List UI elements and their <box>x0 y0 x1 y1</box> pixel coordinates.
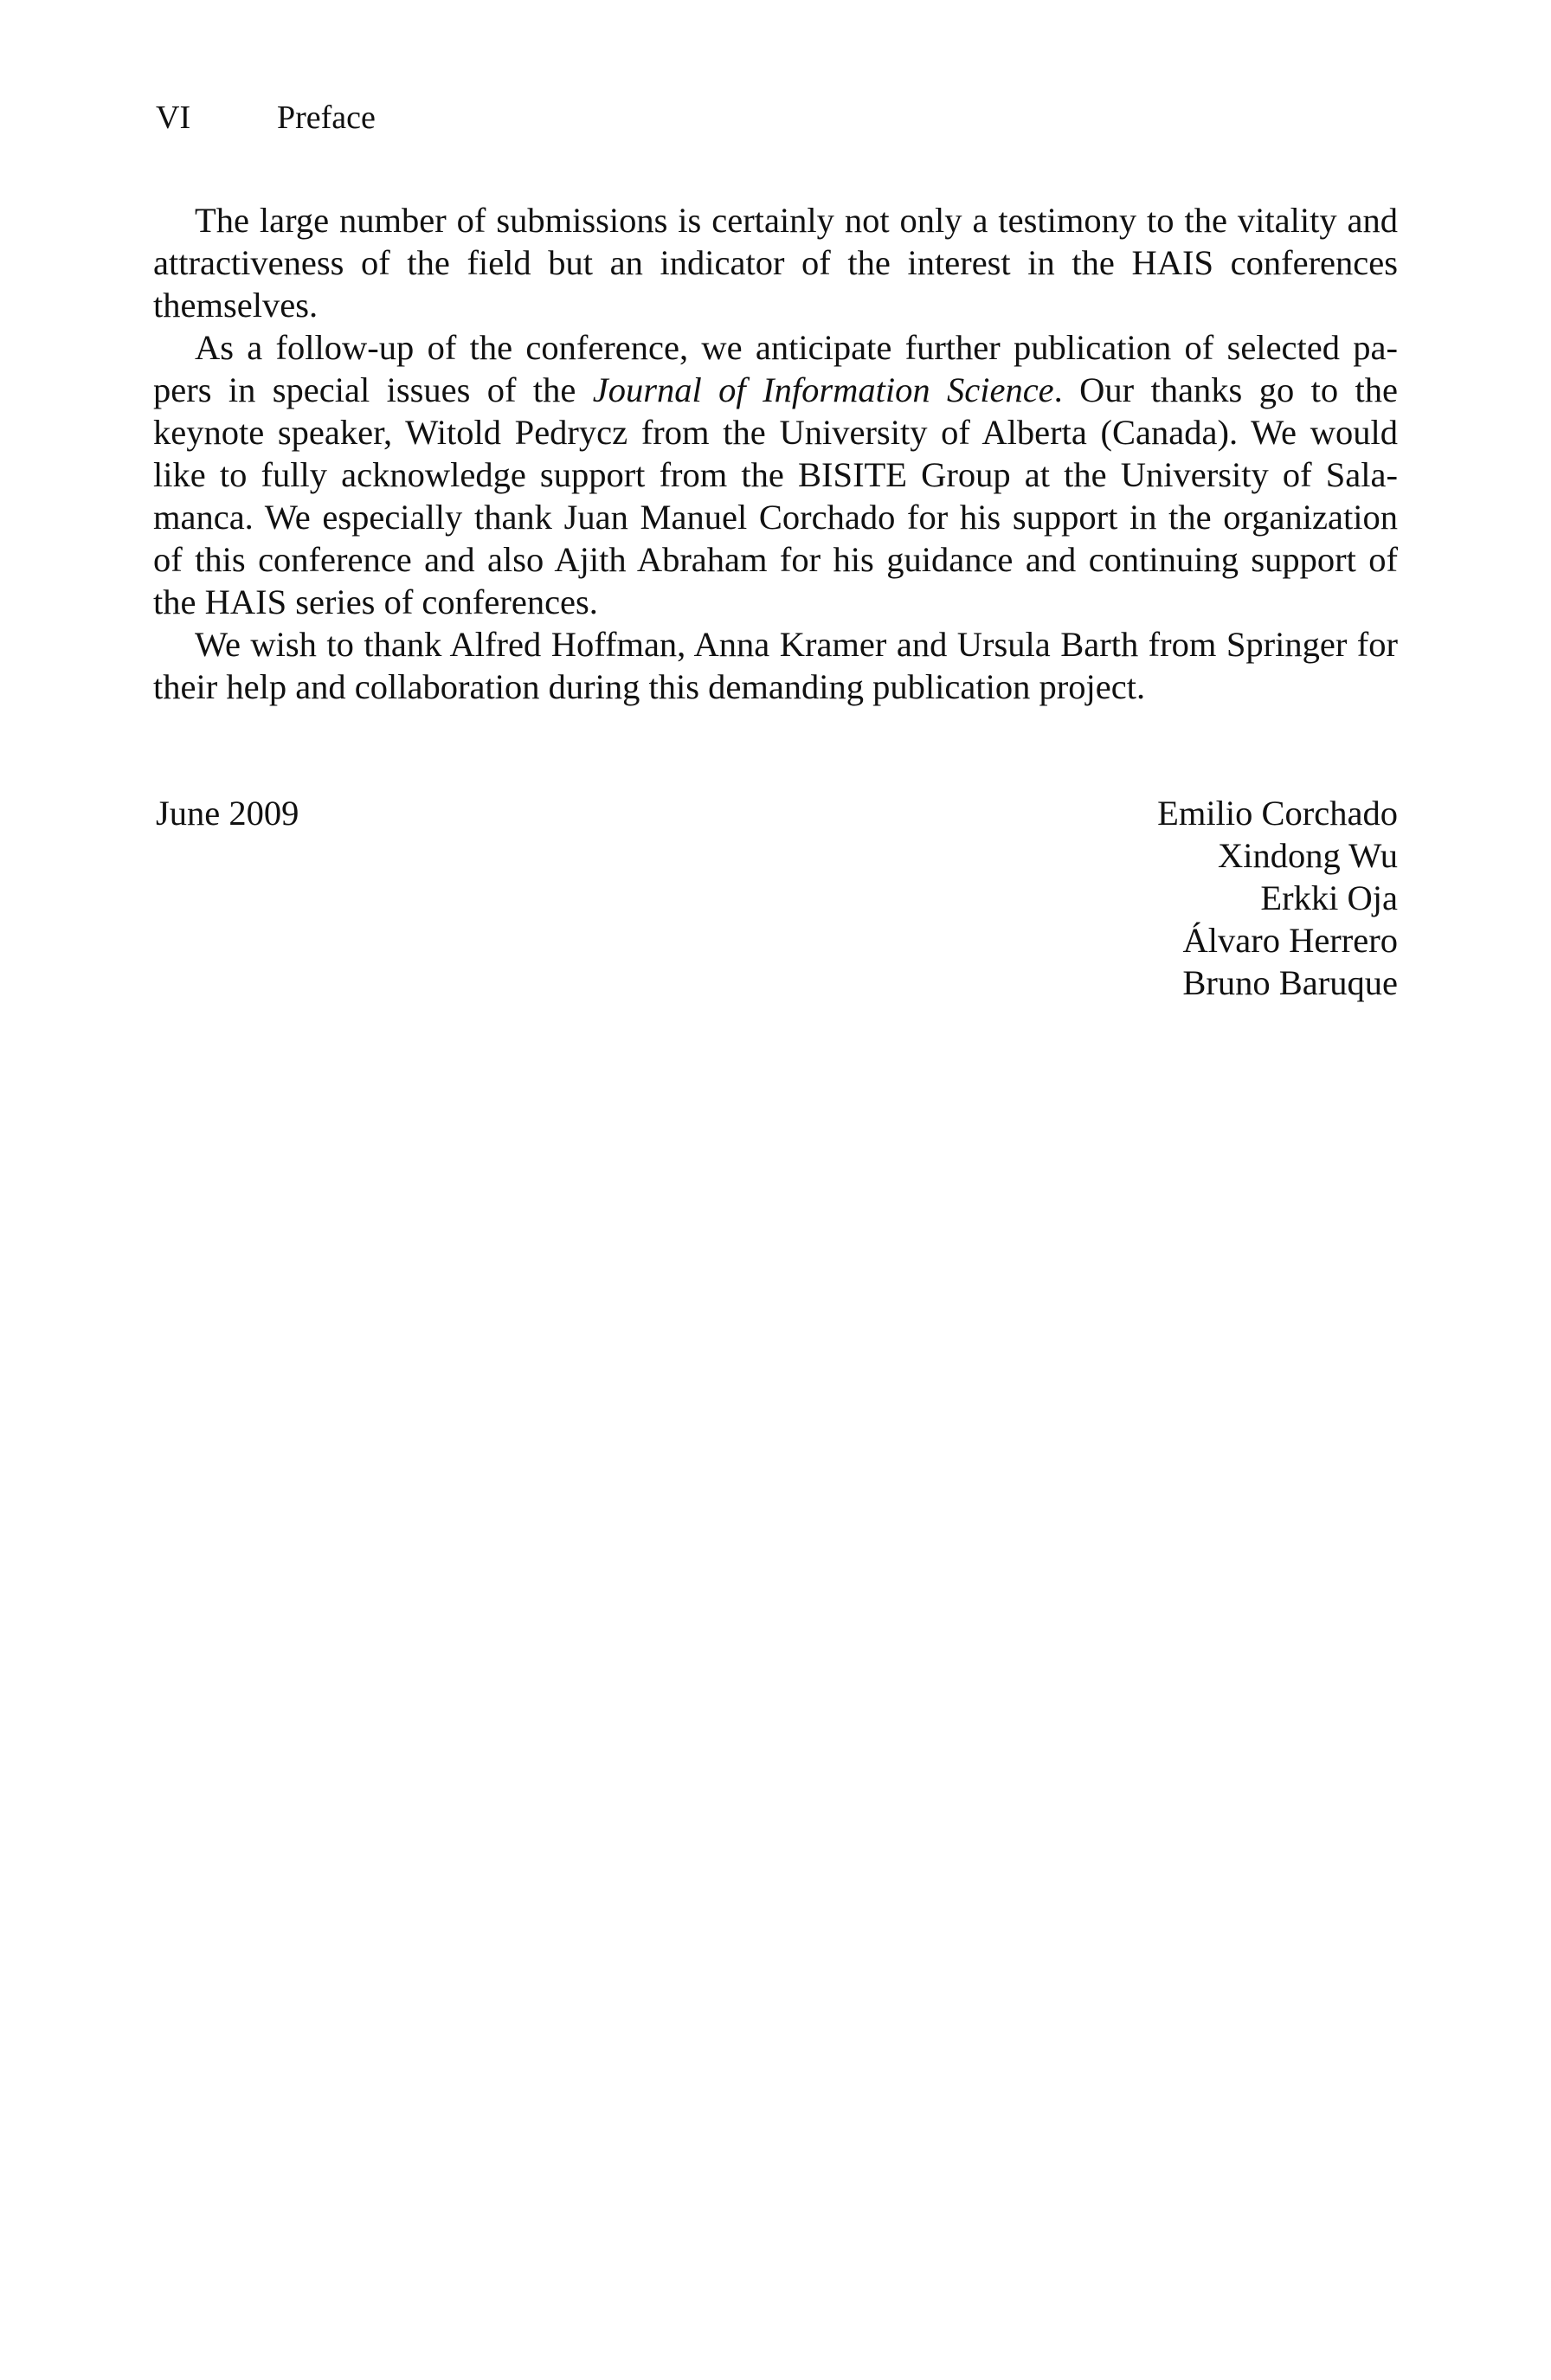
paragraph-thanks: We wish to thank Alfred Hoffman, Anna Kramer and Ursula Barth from Springer for their help and collaboration during this demanding publication project. <box>153 625 1398 706</box>
editor-name: Bruno Baruque <box>1182 963 1398 1002</box>
signature-date: June 2009 <box>156 794 299 833</box>
editor-name: Álvaro Herrero <box>1182 921 1398 960</box>
paragraph-follow-up <box>153 326 1398 623</box>
paragraph-follow-up-text-1: As a follow-up of the conference, we anticipate further publication of selected pa-pers in special issues of the <box>153 328 1398 409</box>
editor-name: Xindong Wu <box>1218 836 1398 875</box>
paragraph-follow-up-text-2: . Our thanks go to the keynote speaker, Witold Pedrycz from the University of Alberta (Canada). We would like to fully acknowledge support from the BISITE Group at the University of Sala-manca. We especially thank Juan Manuel Corchado for his support in the organization of this conference and also Ajith Abraham for his guidance and continuing support of the HAIS series of conferences. <box>153 370 1398 621</box>
running-title: Preface <box>277 100 376 136</box>
editor-names <box>1157 792 1398 1004</box>
editor-name: Erkki Oja <box>1260 878 1398 917</box>
page-number: VI <box>156 100 191 136</box>
journal-title: Journal of Information Science <box>592 370 1054 409</box>
paragraph-submissions: The large number of submissions is certainly not only a testimony to the vitality and attractiveness of the field but an indicator of the interest in the HAIS conferences themselves. <box>153 201 1398 325</box>
running-head <box>156 97 376 138</box>
editor-name: Emilio Corchado <box>1157 794 1398 833</box>
preface-body <box>153 199 1398 708</box>
